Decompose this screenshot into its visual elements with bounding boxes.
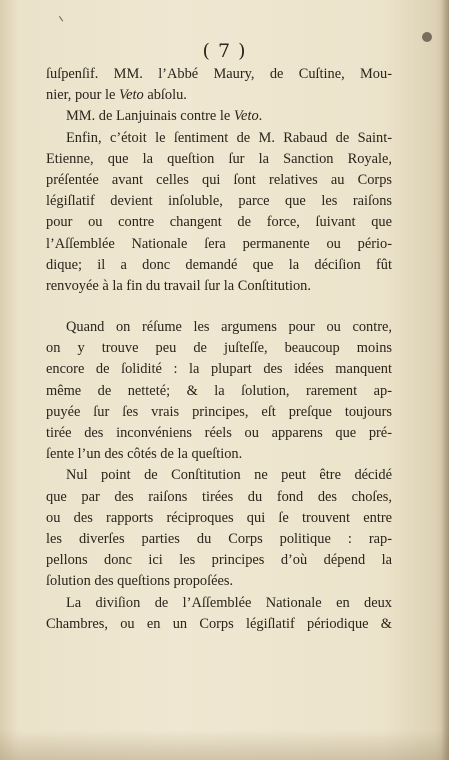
pencil-mark bbox=[59, 13, 68, 22]
text-line: même de netteté; & la ſolution, rarement ap- bbox=[46, 382, 392, 399]
text-line: Enfin, c’étoit le ſentiment de M. Rabaud de Saint- bbox=[66, 129, 392, 146]
text-line: préſentée avant celles qui ſont relatives au Corps bbox=[46, 171, 392, 188]
page-bottom-shadow bbox=[0, 730, 449, 760]
text-line: légiſlatif devient inſoluble, parce que les raiſons bbox=[46, 193, 392, 210]
text-line: on y trouve peu de juſteſſe, beaucoup moins bbox=[46, 340, 392, 357]
page-number: ( 7 ) bbox=[202, 40, 247, 62]
text-line: Quand on réſume les argumens pour ou contre, bbox=[66, 319, 392, 336]
text-line: nier, pour le Veto abſolu. bbox=[46, 87, 187, 104]
text-line: dique; il a donc demandé que la déciſion fût bbox=[46, 256, 392, 273]
text-line: ſente l’un des côtés de la queſtion. bbox=[46, 446, 243, 463]
text-line: encore de ſolidité : la plupart des idées manquent bbox=[46, 361, 392, 378]
text-line: que par des raiſons tirées du fond des choſes, bbox=[46, 488, 392, 505]
text-line: l’Aſſemblée Nationale ſera permanente ou pério- bbox=[46, 235, 392, 252]
text-line: renvoyée à la fin du travail ſur la Conſtitution. bbox=[46, 277, 311, 294]
text-line: ou des rapports réciproques qui ſe trouvent entre bbox=[46, 509, 392, 526]
page-edge-shadow bbox=[441, 0, 449, 760]
text-line: pour ou contre changent de force, ſuivant que bbox=[46, 214, 392, 231]
text-line: tirée des inconvéniens réels ou apparens que pré- bbox=[46, 425, 392, 441]
page-body bbox=[46, 64, 392, 635]
text-line: ſolution des queſtions propoſées. bbox=[46, 573, 234, 590]
text-line: MM. de Lanjuinais contre le Veto. bbox=[66, 108, 263, 125]
text-line: pellons donc ici les principes d’où dépend la bbox=[46, 552, 392, 569]
paragraph-gap bbox=[46, 297, 392, 317]
text-line: puyée ſur ſes vrais principes, eſt preſque toujours bbox=[46, 403, 392, 420]
text-line: Etienne, que la queſtion ſur la Sanction Royale, bbox=[46, 150, 392, 167]
text-line: Chambres, ou en un Corps légiſlatif périodique & bbox=[46, 615, 392, 632]
text-line: Nul point de Conſtitution ne peut être décidé bbox=[66, 467, 392, 484]
text-line: ſuſpenſif. MM. l’Abbé Maury, de Cuſtine, Mou- bbox=[46, 66, 392, 82]
text-line: les diverſes parties du Corps politique : rap- bbox=[46, 530, 392, 547]
text-line: La diviſion de l’Aſſemblée Nationale en deux bbox=[66, 594, 392, 611]
